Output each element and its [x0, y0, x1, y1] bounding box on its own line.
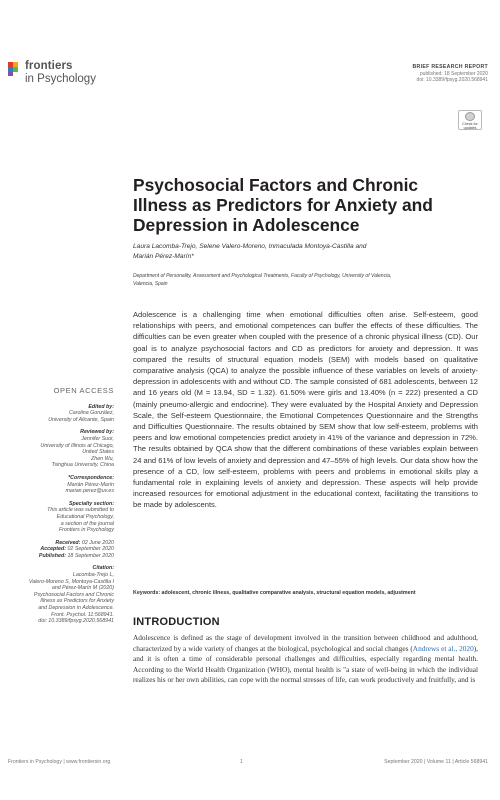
affiliation-line: Valencia, Spain [133, 280, 168, 287]
accepted-date: 02 September 2020 [67, 546, 114, 553]
reviewer-affil: Tsinghua University, China [51, 462, 114, 469]
correspondence-email[interactable]: marian.perez@uv.es [65, 488, 114, 495]
author-list [133, 242, 478, 262]
accepted-label: Accepted: [40, 546, 66, 553]
update-badge-label: Check for updates [462, 122, 478, 130]
reviewed-by-label: Reviewed by: [80, 429, 114, 436]
specialty-label: Specialty section: [68, 500, 114, 507]
specialty-line: Educational Psychology, [56, 513, 114, 520]
editor-name: Carolina González, [68, 410, 114, 417]
citation-line: Valero-Moreno S, Montoya-Castilla I [28, 578, 114, 585]
abstract: Adolescence is a challenging time when emotional difficulties often arise. Self-esteem, good relationships with peers, and emotional competences can buffer the effects of these difficulties. The difficulties can be even greater when coupled with the presence of a chronic physical illness (CD). Our goal is to analyze psychosocial factors and CD as predictors for anxiety and depression. It was compared the results of structural equation models (SEM) with models based on qualitative comparative analysis (QCA) to analyze the possible influence of these variables on levels of anxiety-depression in adolescents with and without CD. The sample consisted of 681 adolescents, between 12 and 16 years old (M = 13.94, SD = 1.32). 61.50% were girls and 13.40% (n = 222) presented a CD (mainly pneumo-allergic and endocrine). They were evaluated by the Hospital Anxiety and Depression Scale, the Self-esteem Questionnaire, the Emotional Competences Questionnaire and the Strengths and Difficulties Questionnaire. The results obtained by SEM show that low self-esteem, problems with peers and low emotional competencies predict anxiety in 41% of the variance and depression in 72%. The results obtained by QCA show that the different combinations of these variables explain between 24 and 61% of low levels of anxiety and depression and 47–55% of high levels. Our data show how the presence of a CD, low self-esteem, problems with peers and problems in emotional skills play a fundamental role in explaining levels of anxiety and depression. These aspects will help provide increased resources for emotional adjustment in the educational context, facilitating the transitions to be made by adolescents. [133, 310, 478, 510]
received-row [8, 540, 114, 547]
intro-text: ), and it is often a time of considerable personal challenges and difficulties, especially regarding mental health. According to the World Health Organization (WHO), mental health is "a state of well-being in which the individual realizes his or her own abilities, can cope with the normal stresses of life, can work productively and fruitfully, and is [133, 643, 478, 684]
authors-line[interactable]: Marián Pérez-Marín* [133, 253, 194, 260]
authors-line[interactable]: Laura Lacomba-Trejo, Selene Valero-Moreno, Inmaculada Montoya-Castilla and [133, 243, 367, 250]
dates-block [8, 540, 114, 560]
accepted-row [8, 546, 114, 553]
correspondence-block [8, 475, 114, 495]
reviewed-by-block [8, 429, 114, 469]
citation-link[interactable]: Andrews et al., 2020 [412, 643, 474, 653]
section-heading-introduction: INTRODUCTION [133, 616, 220, 628]
citation-line: and Depression in Adolescence. [38, 605, 114, 612]
article-doi[interactable]: doi: 10.3389/fpsyg.2020.568941 [416, 77, 488, 83]
brand-journal: in Psychology [25, 73, 96, 85]
intro-text: Adolescence is defined as the stage of development involved in the transition between childhood and adulthood, characterized by a wide variety of changes at the biological, psychological and social changes ( [133, 633, 478, 653]
keywords: Keywords: adolescent, chronic illness, qualitative comparative analysis, structural equation models, adjustment [133, 590, 416, 596]
reviewer-name: Zhen Wu, [91, 455, 114, 462]
affiliation [133, 273, 478, 288]
article-sidebar [8, 388, 114, 631]
page-number: 1 [240, 759, 243, 765]
article-title: Psychosocial Factors and Chronic Illness as Predictors for Anxiety and Depression in Adolescence [133, 175, 433, 235]
check-for-updates-badge[interactable] [458, 110, 482, 130]
correspondence-name: Marián Pérez-Marín [67, 481, 114, 488]
citation-doi[interactable]: doi: 10.3389/fpsyg.2020.568941 [38, 618, 114, 625]
editor-affil: University of Alicante, Spain [48, 416, 114, 423]
published-label: Published: [38, 552, 66, 559]
frontiers-logo-icon [8, 62, 22, 76]
reviewer-affil: United States [82, 449, 114, 456]
specialty-block [8, 501, 114, 534]
specialty-line: a section of the journal [60, 520, 114, 527]
received-date: 02 June 2020 [81, 539, 114, 546]
brand-name: frontiers [25, 60, 73, 72]
reviewer-affil: University of Illinois at Chicago, [40, 442, 114, 449]
journal-logo[interactable] [8, 60, 118, 94]
published-date: published: 18 September 2020 [419, 70, 488, 77]
footer-issue-info: September 2020 | Volume 11 | Article 568941 [384, 759, 488, 765]
specialty-line: This article was submitted to [47, 507, 114, 514]
edited-by-block [8, 404, 114, 424]
received-label: Received: [55, 539, 81, 546]
article-type: BRIEF RESEARCH REPORT [412, 64, 488, 70]
specialty-line: Frontiers in Psychology [58, 527, 114, 534]
citation-line: Psychosocial Factors and Chronic [33, 591, 114, 598]
citation-line: Lacomba-Trejo L, [72, 572, 114, 579]
citation-label: Citation: [92, 565, 114, 572]
affiliation-line: Department of Personality, Assessment and Psychological Treatments, Faculty of Psychology, University of Valencia, [133, 273, 392, 279]
citation-line: Front. Psychol. 11:568941. [51, 611, 114, 618]
reviewer-name: Jennifer Suor, [81, 435, 114, 442]
intro-paragraph [133, 633, 478, 686]
footer-journal-site[interactable]: Frontiers in Psychology | www.frontiersin.org [8, 759, 111, 765]
citation-line: Illness as Predictors for Anxiety [40, 598, 114, 605]
published-row [8, 553, 114, 560]
citation-line: and Pérez-Marín M (2020) [51, 585, 114, 592]
update-icon [465, 112, 475, 121]
published-date-sidebar: 18 September 2020 [67, 552, 114, 559]
edited-by-label: Edited by: [88, 403, 114, 410]
correspondence-label: *Correspondence: [68, 474, 114, 481]
citation-block [8, 565, 114, 624]
open-access-label: OPEN ACCESS [53, 386, 114, 395]
article-meta [413, 64, 488, 84]
